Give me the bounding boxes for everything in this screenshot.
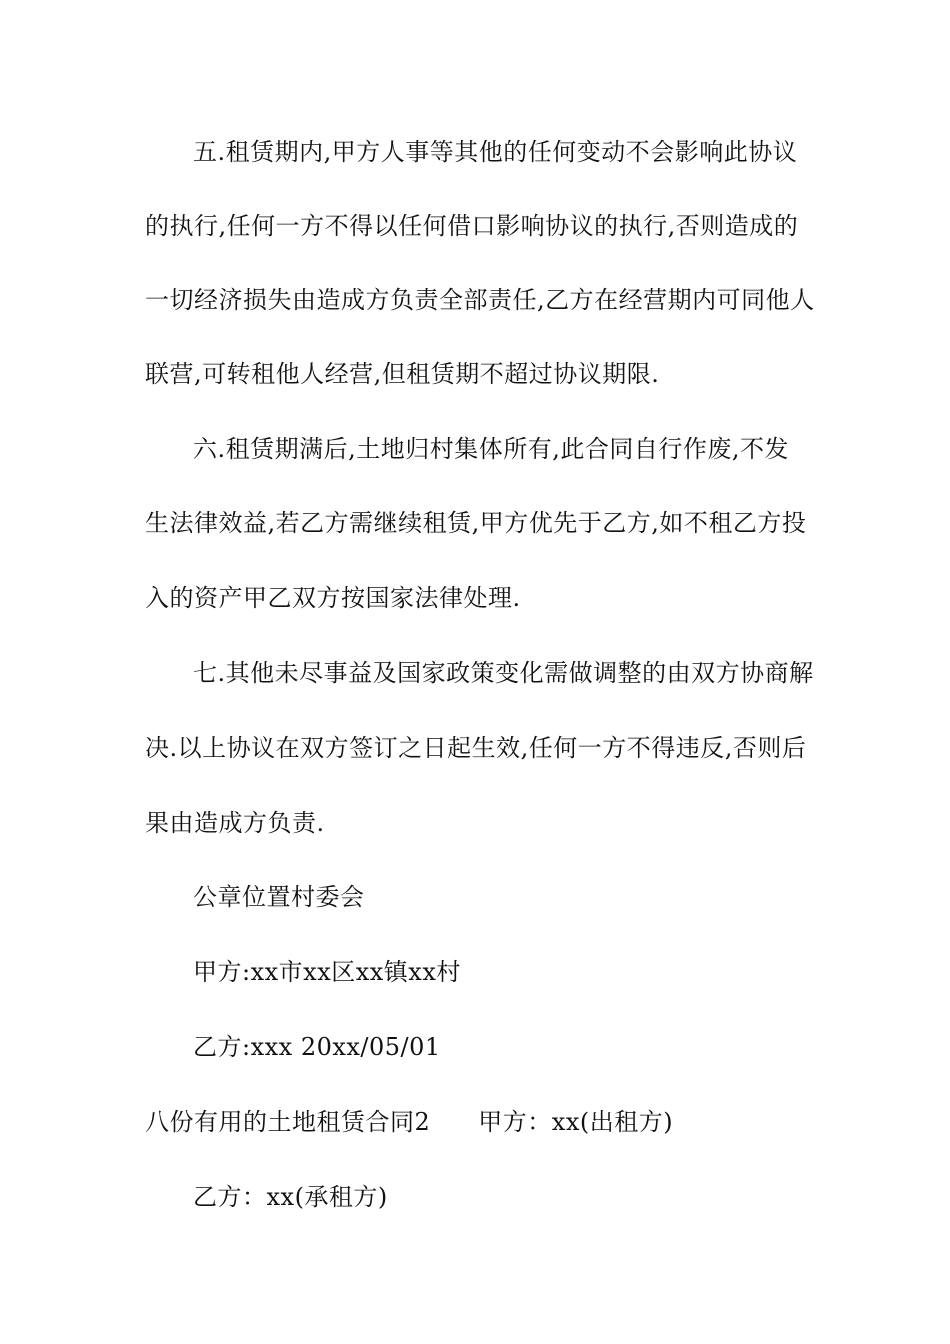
next-contract-party-b: 乙方：xx(承租方) [193, 1183, 388, 1211]
paragraph-6-line-2: 生法律效益,若乙方需继续租赁,甲方优先于乙方,如不租乙方投 [145, 509, 807, 537]
paragraph-5-line-3: 一切经济损失由造成方负责全部责任,乙方在经营期内可同他人 [145, 286, 815, 314]
next-contract-header [145, 1107, 810, 1137]
paragraph-6-line-3: 入的资产甲乙双方按国家法律处理. [145, 584, 521, 612]
seal-location: 公章位置村委会 [193, 883, 365, 911]
paragraph-7-line-1: 七.其他未尽事益及国家政策变化需做调整的由双方协商解 [193, 659, 814, 687]
next-contract-party-a: 甲方：xx(出租方) [478, 1108, 674, 1136]
next-contract-title: 八份有用的土地租赁合同2 [145, 1108, 431, 1136]
paragraph-7-line-3: 果由造成方负责. [145, 809, 325, 837]
paragraph-7-line-2: 决.以上协议在双方签订之日起生效,任何一方不得违反,否则后 [145, 734, 807, 762]
paragraph-5-line-2: 的执行,任何一方不得以任何借口影响协议的执行,否则造成的 [145, 212, 799, 240]
paragraph-5-line-1: 五.租赁期内,甲方人事等其他的任何变动不会影响此协议 [193, 138, 798, 166]
paragraph-6-line-1: 六.租赁期满后,土地归村集体所有,此合同自行作废,不发 [193, 435, 790, 463]
party-a-signature: 甲方:xx市xx区xx镇xx村 [193, 958, 461, 986]
party-b-signature: 乙方:xxx 20xx/05/01 [193, 1033, 441, 1061]
paragraph-5-line-4: 联营,可转租他人经营,但租赁期不超过协议期限. [145, 360, 660, 388]
